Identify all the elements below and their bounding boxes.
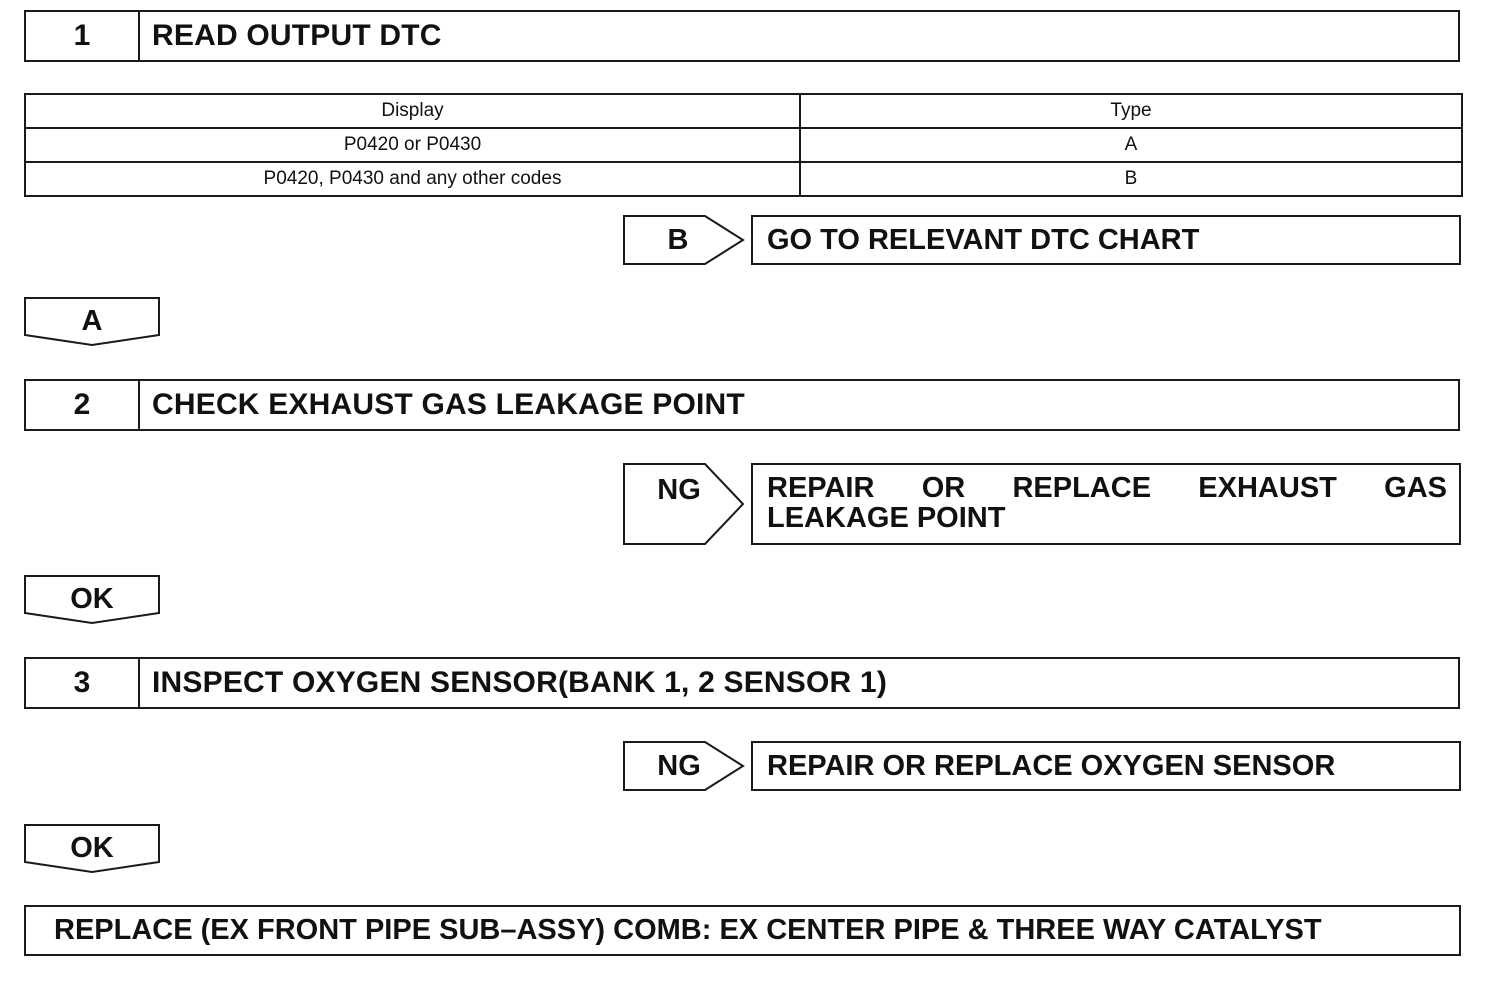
final-action-box: REPLACE (EX FRONT PIPE SUB–ASSY) COMB: EX CENTER PIPE & THREE WAY CATALYST — [24, 905, 1461, 956]
step-number: 3 — [26, 659, 140, 707]
step-title: READ OUTPUT DTC — [152, 19, 442, 52]
table-header-display: Display — [25, 94, 800, 128]
table-row — [25, 162, 1462, 196]
table-row — [25, 128, 1462, 162]
step-number: 2 — [26, 381, 140, 429]
flow-tag-a — [24, 297, 160, 347]
result-box-oxygen-sensor: REPAIR OR REPLACE OXYGEN SENSOR — [751, 741, 1461, 791]
flow-tag-ok — [24, 824, 160, 874]
table-cell: A — [800, 128, 1462, 162]
result-box-dtc-chart: GO TO RELEVANT DTC CHART — [751, 215, 1461, 265]
dtc-table — [24, 93, 1463, 197]
branch-tag-label: B — [667, 223, 689, 256]
flow-tag-label: OK — [70, 583, 114, 615]
branch-tag-label: NG — [657, 473, 701, 506]
table-cell: P0420, P0430 and any other codes — [25, 162, 800, 196]
flow-tag-label: OK — [70, 832, 114, 864]
table-header-type: Type — [800, 94, 1462, 128]
table-header-row — [25, 94, 1462, 128]
table-cell: P0420 or P0430 — [25, 128, 800, 162]
step-title: CHECK EXHAUST GAS LEAKAGE POINT — [152, 388, 745, 421]
flow-tag-ok — [24, 575, 160, 625]
step-1-header — [24, 10, 1460, 62]
table-cell: B — [800, 162, 1462, 196]
result-line: LEAKAGE POINT — [767, 502, 1006, 534]
step-2-header — [24, 379, 1460, 431]
branch-tag-ng — [623, 741, 745, 791]
flow-tag-label: A — [81, 305, 103, 337]
branch-tag-ng — [623, 463, 745, 545]
branch-tag-b — [623, 215, 745, 265]
step-number: 1 — [26, 12, 140, 60]
result-box-exhaust-leak — [751, 463, 1461, 545]
step-title: INSPECT OXYGEN SENSOR(BANK 1, 2 SENSOR 1) — [152, 666, 888, 699]
result-line: REPAIR OR REPLACE EXHAUST GAS — [767, 472, 1447, 504]
branch-tag-label: NG — [657, 749, 701, 782]
step-3-header — [24, 657, 1460, 709]
